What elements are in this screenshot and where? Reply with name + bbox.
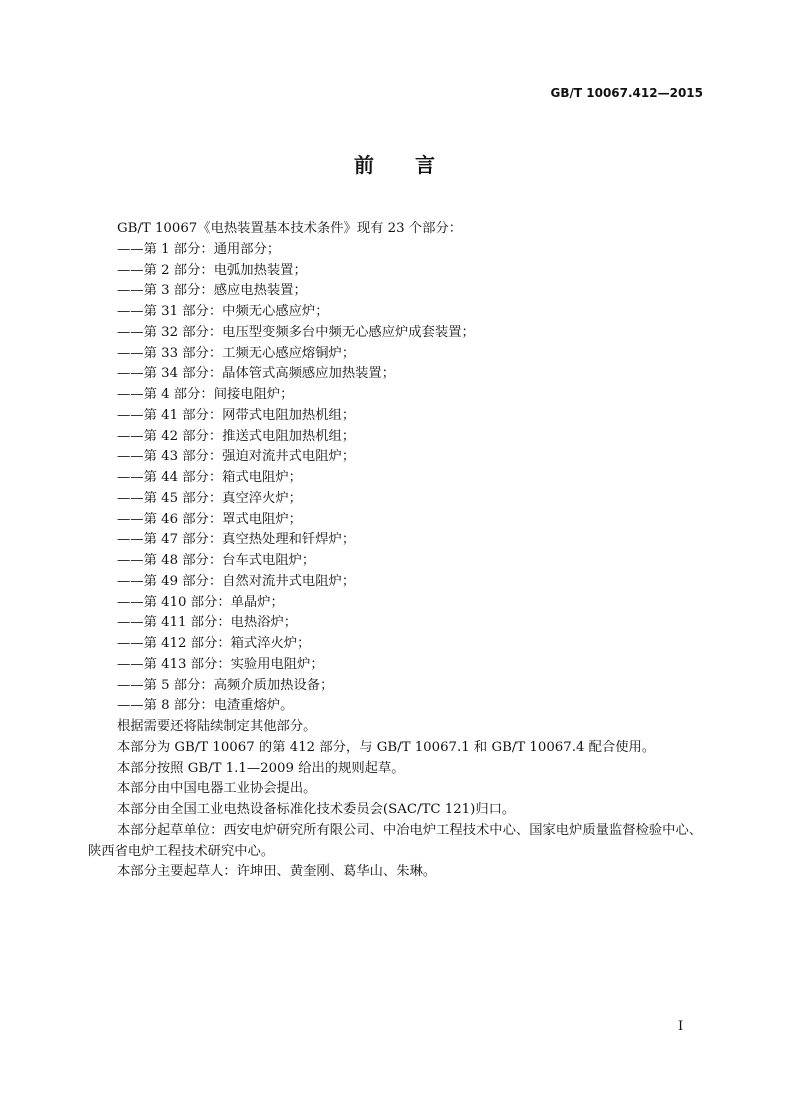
- list-item: ——第 8 部分：电渣重熔炉。: [117, 698, 294, 714]
- page-number: I: [678, 1019, 684, 1034]
- drafting-units-line: 陕西省电炉工程技术研究中心。: [88, 843, 275, 859]
- drafting-units-line: 本部分起草单位：西安电炉研究所有限公司、中冶电炉工程技术中心、国家电炉质量监督检验中心、: [117, 822, 703, 838]
- standard-number: GB/T 10067.412—2015: [550, 86, 703, 100]
- list-item: ——第 42 部分：推送式电阻加热机组；: [117, 428, 356, 444]
- statement-paragraph: 本部分由全国工业电热设备标准化技术委员会(SAC/TC 121)归口。: [117, 802, 516, 817]
- list-item: ——第 413 部分：实验用电阻炉；: [117, 656, 324, 672]
- list-item: ——第 49 部分：自然对流井式电阻炉；: [117, 573, 356, 589]
- list-item: ——第 31 部分：中频无心感应炉；: [117, 304, 329, 319]
- list-item: ——第 48 部分：台车式电阻炉；: [117, 553, 316, 568]
- list-item: ——第 3 部分：感应电热装置；: [117, 283, 307, 299]
- list-item: ——第 410 部分：单晶炉；: [117, 594, 284, 610]
- list-item: ——第 34 部分：晶体管式高频感应加热装置；: [117, 366, 396, 382]
- list-item: ——第 44 部分：箱式电阻炉；: [117, 470, 302, 485]
- list-item: ——第 46 部分：罩式电阻炉；: [117, 511, 302, 527]
- foreword-body: [88, 219, 708, 883]
- statement-paragraph: 本部分为 GB/T 10067 的第 412 部分，与 GB/T 10067.1 和 GB/T 10067.4 配合使用。: [117, 739, 656, 755]
- statement-paragraph: 本部分由中国电器工业协会提出。: [117, 781, 317, 797]
- list-item: ——第 32 部分：电压型变频多台中频无心感应炉成套装置；: [117, 324, 475, 340]
- list-item: ——第 1 部分：通用部分；: [117, 241, 281, 257]
- statement-paragraph: 根据需要还将陆续制定其他部分。: [117, 719, 317, 734]
- drafting-units-paragraph: [88, 821, 708, 863]
- list-item: ——第 43 部分：强迫对流井式电阻炉；: [117, 449, 356, 465]
- page-title: 前 言: [354, 153, 435, 177]
- list-item: ——第 411 部分：电热浴炉；: [117, 615, 298, 631]
- parts-list: [88, 240, 708, 717]
- list-item: ——第 412 部分：箱式淬火炉；: [117, 636, 311, 651]
- list-item: ——第 41 部分：网带式电阻加热机组；: [117, 407, 356, 423]
- list-item: ——第 4 部分：间接电阻炉；: [117, 387, 294, 402]
- list-item: ——第 33 部分：工频无心感应熔铜炉；: [117, 345, 356, 361]
- list-item: ——第 2 部分：电弧加热装置；: [117, 262, 307, 278]
- list-item: ——第 5 部分：高频介质加热设备；: [117, 677, 334, 693]
- intro-line: GB/T 10067《电热装置基本技术条件》现有 23 个部分：: [117, 221, 462, 236]
- statement-paragraph: 本部分按照 GB/T 1.1—2009 给出的规则起草。: [117, 760, 405, 776]
- list-item: ——第 47 部分：真空热处理和钎焊炉；: [117, 532, 356, 548]
- list-item: ——第 45 部分：真空淬火炉；: [117, 490, 302, 506]
- drafters-paragraph: 本部分主要起草人：许坤田、黄奎刚、葛华山、朱琳。: [117, 864, 437, 880]
